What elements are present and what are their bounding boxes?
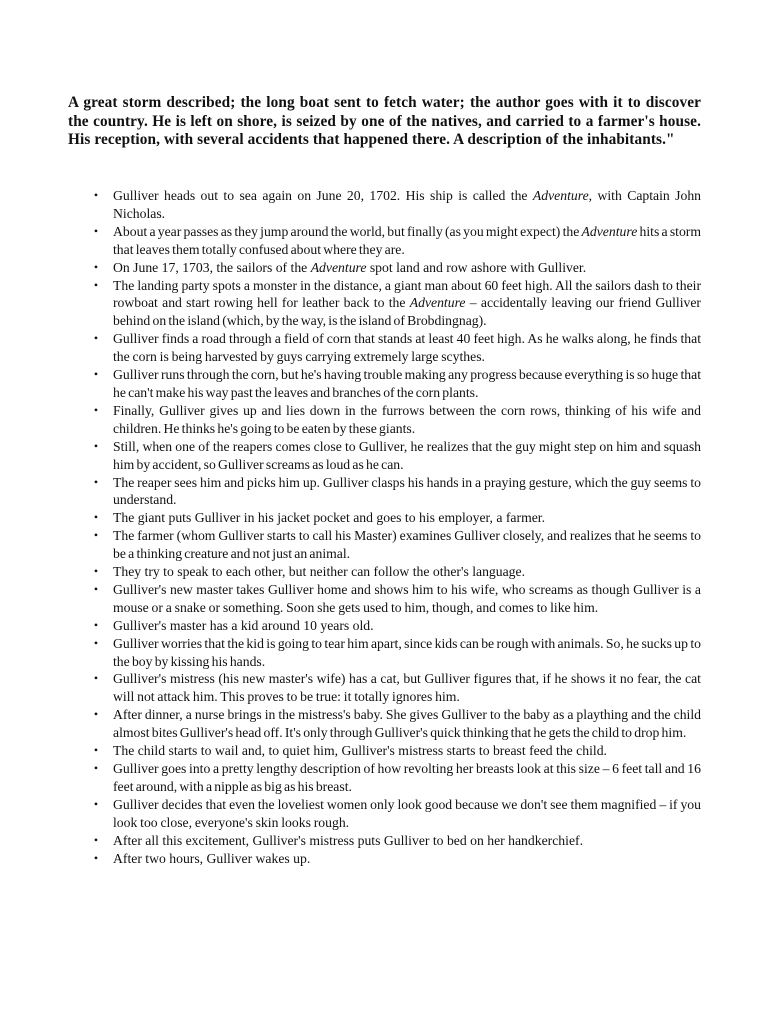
list-item-text: The landing party spots a monster in the distance, a giant man about 60 feet high. All the sailors dash to their rowboat and start rowing hell for leather back to the Adventure – accidentally leaving our friend Gulliver behind on the island (which, by the way, is the island of Brobdingnag). [113,277,701,329]
bullet-icon: • [93,277,99,292]
bullet-icon: • [93,223,99,238]
list-item [92,760,701,796]
list-item [92,796,701,832]
bullet-icon: • [93,528,99,543]
list-item [92,509,701,527]
list-item-text: On June 17, 1703, the sailors of the Adventure spot land and row ashore with Gulliver. [113,259,587,275]
bullet-icon: • [93,259,99,274]
list-item [92,563,701,581]
list-item [92,706,701,742]
list-item [92,635,701,671]
bullet-icon: • [93,474,99,489]
list-item [92,259,701,277]
list-item-text: About a year passes as they jump around the world, but finally (as you might expect) the Adventure hits a storm that leaves them totally confused about where they are. [113,223,701,257]
bullet-icon: • [93,707,99,722]
list-item-text: After all this excitement, Gulliver's mistress puts Gulliver to bed on her handkerchief. [113,832,583,848]
list-item-text: Gulliver goes into a pretty lengthy description of how revolting her breasts look at this size – 6 feet tall and 16 feet around, with a nipple as big as his breast. [113,761,701,794]
bullet-icon: • [93,331,99,346]
bullet-icon: • [93,635,99,650]
list-item-text: The child starts to wail and, to quiet him, Gulliver's mistress starts to breast feed the child. [113,743,607,759]
bullet-icon: • [93,367,99,382]
list-item [92,670,701,706]
list-item [92,527,701,563]
list-item-text: Finally, Gulliver gives up and lies down in the furrows between the corn rows, thinking of his wife and children. He thinks he's going to be eaten by these giants. [113,402,701,436]
bullet-icon: • [93,671,99,686]
summary-bullet-list [92,187,701,867]
list-item [92,330,701,366]
list-item-text: They try to speak to each other, but neither can follow the other's language. [113,564,526,580]
list-item [92,474,701,510]
chapter-summary-heading: A great storm described; the long boat sent to fetch water; the author goes with it to discover the country. He is left on shore, is seized by one of the natives, and carried to a farmer's house. His reception, with several accidents that happened there. A description of the inhabitants." [68,94,701,149]
bullet-icon: • [93,832,99,847]
bullet-icon: • [93,510,99,525]
list-item-text: Gulliver decides that even the loveliest women only look good because we don't see them magnified – if you look too close, everyone's skin looks rough. [113,796,701,830]
bullet-icon: • [93,743,99,758]
list-item [92,277,701,331]
list-item-text: The reaper sees him and picks him up. Gulliver clasps his hands in a praying gesture, which the guy seems to understand. [113,474,701,508]
list-item-text: Gulliver finds a road through a field of corn that stands at least 40 feet high. As he walks along, he finds that the corn is being harvested by guys carrying extremely large scythes. [113,331,701,365]
bullet-icon: • [93,438,99,453]
bullet-icon: • [93,402,99,417]
bullet-icon: • [93,188,99,202]
list-item-text: Gulliver's master has a kid around 10 years old. [113,617,374,633]
list-item-text: Gulliver worries that the kid is going to tear him apart, since kids can be rough with animals. So, he sucks up to the boy by kissing his hands. [113,635,701,669]
bullet-icon: • [93,850,99,865]
list-item [92,850,701,868]
bullet-icon: • [93,796,99,811]
list-item-text: Gulliver heads out to sea again on June 20, 1702. His ship is called the Adventure, with Captain John Nicholas. [113,188,702,221]
bullet-icon: • [93,581,99,596]
list-item [92,187,701,223]
list-item [92,223,701,259]
list-item [92,617,701,635]
list-item-text: Still, when one of the reapers comes close to Gulliver, he realizes that the guy might step on him and squash him by accident, so Gulliver screams as loud as he can. [113,438,701,472]
list-item [92,438,701,474]
bullet-icon: • [93,761,99,775]
bullet-icon: • [93,564,99,579]
list-item-text: Gulliver's new master takes Gulliver home and shows him to his wife, who screams as though Gulliver is a mouse or a snake or something. Soon she gets used to him, though, and comes to like him. [113,581,701,615]
list-item [92,832,701,850]
list-item-text: After two hours, Gulliver wakes up. [113,850,311,866]
list-item-text: The giant puts Gulliver in his jacket pocket and goes to his employer, a farmer. [113,510,546,526]
list-item-text: The farmer (whom Gulliver starts to call his Master) examines Gulliver closely, and realizes that he seems to be a thinking creature and not just an animal. [113,528,701,562]
list-item-text: Gulliver runs through the corn, but he's having trouble making any progress because everything is so huge that he can't make his way past the leaves and branches of the corn plants. [113,367,701,400]
list-item-text: Gulliver's mistress (his new master's wife) has a cat, but Gulliver figures that, if he shows it no fear, the cat will not attack him. This proves to be true: it totally ignores him. [113,671,701,705]
list-item-text: After dinner, a nurse brings in the mistress's baby. She gives Gulliver to the baby as a plaything and the child almost bites Gulliver's head off. It's only through Gulliver's quick thinking that he gets the child to drop him. [113,707,701,741]
list-item [92,366,701,402]
list-item [92,581,701,617]
list-item [92,742,701,760]
bullet-icon: • [93,617,99,632]
list-item [92,402,701,438]
